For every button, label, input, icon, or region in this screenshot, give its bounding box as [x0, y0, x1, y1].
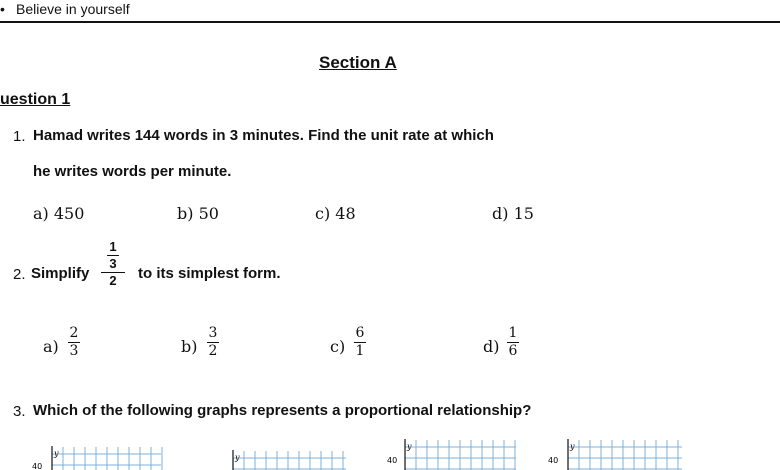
q1-text-line1: Hamad writes 144 words in 3 minutes. Find the unit rate at which	[33, 127, 494, 144]
q3-graph-b[interactable]	[215, 448, 350, 470]
q3-graph-a-axis-label: y	[54, 449, 59, 458]
q2-text-after: to its simplest form.	[138, 265, 281, 282]
q2-option-b-num: 3	[208, 325, 218, 341]
q2-option-d-fraction	[507, 326, 519, 359]
q3-graph-a[interactable]	[30, 444, 165, 470]
q2-option-b-label: b)	[181, 337, 198, 356]
q2-option-a-label: a)	[43, 337, 59, 356]
q2-inner-numerator: 1	[109, 239, 117, 254]
q1-option-d: d) 15	[492, 204, 534, 223]
q2-inner-denominator: 3	[109, 256, 117, 271]
q2-option-a-num: 2	[69, 325, 79, 341]
section-title: Section A	[319, 53, 397, 72]
q1-number: 1.	[13, 128, 26, 145]
q3-graph-c[interactable]	[385, 437, 520, 470]
q2-outer-denominator: 2	[109, 273, 117, 288]
q3-graph-a-tick-label: 40	[32, 462, 43, 470]
q1-option-a: a) 450	[33, 204, 85, 223]
q2-complex-fraction	[101, 240, 125, 288]
header-divider	[0, 21, 780, 23]
q3-graph-d-tick-label: 40	[548, 456, 559, 465]
q2-option-b-fraction	[207, 326, 219, 359]
q2-option-c-den: 1	[355, 343, 365, 359]
q2-option-c-fraction	[354, 326, 366, 359]
header-bullet: •	[0, 1, 5, 17]
q2-option-c-num: 6	[355, 325, 365, 341]
q2-option-a-den: 3	[69, 343, 79, 359]
question-title: uestion 1	[0, 91, 71, 108]
q3-graph-b-axis-label: y	[235, 453, 240, 462]
q3-text: Which of the following graphs represents a proportional relationship?	[33, 402, 532, 419]
header-motto: Believe in yourself	[16, 1, 130, 17]
q1-option-c: c) 48	[315, 204, 356, 223]
q3-graph-d-axis-label: y	[570, 442, 575, 451]
q2-option-d-den: 6	[508, 343, 518, 359]
q2-number: 2.	[13, 266, 26, 283]
q2-option-a-fraction	[68, 326, 80, 359]
q2-text-before: Simplify	[31, 265, 90, 282]
q2-option-c-label: c)	[330, 337, 346, 356]
q2-option-d-label: d)	[483, 337, 500, 356]
q3-graph-d[interactable]	[546, 437, 686, 470]
q3-number: 3.	[13, 403, 26, 420]
q2-option-b-den: 2	[208, 343, 218, 359]
q2-option-d-num: 1	[508, 325, 518, 341]
q3-graph-c-tick-label: 40	[387, 456, 398, 465]
q3-graph-c-axis-label: y	[407, 442, 412, 451]
q1-text-line2: he writes words per minute.	[33, 163, 232, 180]
q1-option-b: b) 50	[177, 204, 219, 223]
